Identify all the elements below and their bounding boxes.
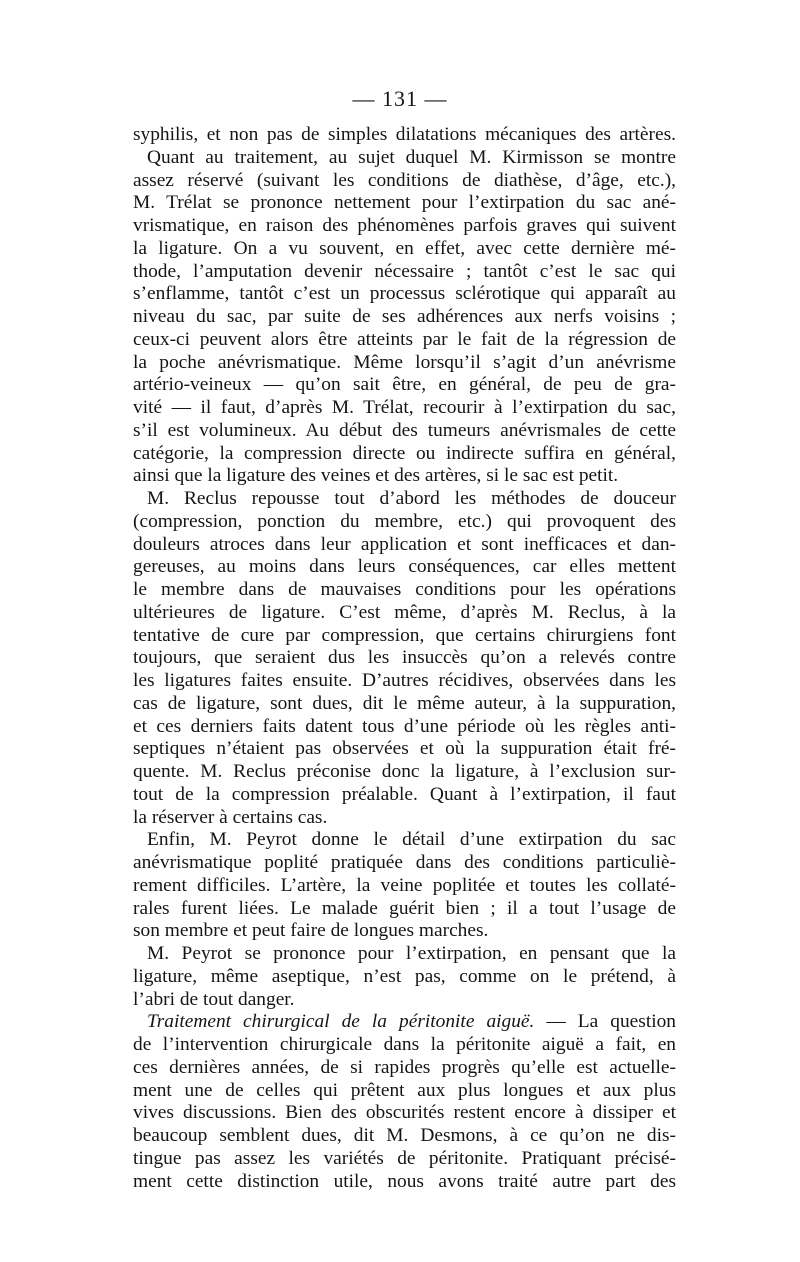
text-line: cas de ligature, sont dues, dit le même auteur, à la suppuration, [133, 692, 676, 714]
body-text [133, 124, 676, 1193]
text-line: ces dernières années, de si rapides progrès qu’elle est actuelle- [133, 1056, 676, 1078]
text-line: Enfin, M. Peyrot donne le détail d’une extirpation du sac [147, 829, 676, 851]
text-line: assez réservé (suivant les conditions de diathèse, d’âge, etc.), [133, 169, 676, 191]
text-line: vité — il faut, d’après M. Trélat, recourir à l’extirpation du sac, [133, 397, 676, 418]
text-line: ligature, même aseptique, n’est pas, comme on le prétend, à [133, 965, 676, 987]
text-line: artério-veineux — qu’on sait être, en général, de peu de gra- [133, 374, 676, 396]
text-line: douleurs atroces dans leur application et sont inefficaces et dan- [133, 533, 676, 555]
text-line: ment cette distinction utile, nous avons traité autre part des [133, 1170, 676, 1192]
text-line: s’enflamme, tantôt c’est un processus sclérotique qui apparaît au [133, 283, 676, 305]
text-line: M. Reclus repousse tout d’abord les méthodes de douceur [147, 488, 676, 509]
text-line: thode, l’amputation devenir nécessaire ; tantôt c’est le sac qui [133, 260, 676, 282]
text-line: rement difficiles. L’artère, la veine poplitée et toutes les collaté- [133, 874, 676, 896]
text-line: rales furent liées. Le malade guérit bien ; il a tout l’usage de [133, 897, 676, 919]
text-line: ment une de celles qui prêtent aux plus longues et aux plus [133, 1079, 676, 1101]
text-line: quente. M. Reclus préconise donc la ligature, à l’exclusion sur- [133, 761, 676, 782]
text-line: l’abri de tout danger. [133, 988, 295, 1010]
text-line: vrismatique, en raison des phénomènes parfois graves qui suivent [133, 215, 676, 236]
heading-continuation: — La question [534, 1011, 676, 1033]
text-line: le membre dans de mauvaises conditions pour les opérations [133, 579, 676, 600]
text-line: la ligature. On a vu souvent, en effet, avec cette dernière mé- [133, 237, 676, 259]
text-line: et ces derniers faits datent tous d’une période où les règles anti- [133, 715, 676, 737]
text-line: ultérieures de ligature. C’est même, d’après M. Reclus, à la [133, 601, 676, 623]
text-line: toujours, que seraient dus les insuccès qu’on a relevés contre [133, 647, 676, 669]
text-line: gereuses, au moins dans leurs conséquences, car elles mettent [133, 556, 676, 578]
text-line: tentative de cure par compression, que certains chirurgiens font [133, 624, 676, 646]
text-line: la poche anévrismatique. Même lorsqu’il s’agit d’un anévrisme [133, 351, 676, 373]
text-line: s’il est volumineux. Au début des tumeurs anévrismales de cette [133, 419, 676, 441]
text-line: tout de la compression préalable. Quant à l’extirpation, il faut [133, 783, 676, 805]
text-line: tingue pas assez les variétés de péritonite. Pratiquant précisé- [133, 1147, 676, 1169]
text-line: septiques n’étaient pas observées et où la suppuration était fré- [133, 738, 676, 760]
text-line: anévrismatique poplité pratiquée dans des conditions particuliè- [133, 852, 676, 873]
text-line: son membre et peut faire de longues marches. [133, 920, 489, 942]
text-line: la réserver à certains cas. [133, 806, 328, 828]
text-line: beaucoup semblent dues, dit M. Desmons, à ce qu’on ne dis- [133, 1125, 676, 1146]
text-line: les ligatures faites ensuite. D’autres récidives, observées dans les [133, 670, 676, 691]
page-number: — 131 — [352, 86, 448, 111]
text-line [133, 1011, 676, 1034]
text-line: (compression, ponction du membre, etc.) qui provoquent des [133, 510, 676, 532]
text-line: Quant au traitement, au sujet duquel M. Kirmisson se montre [147, 146, 676, 168]
text-line: ceux-ci peuvent alors être atteints par le fait de la régression de [133, 328, 676, 350]
text-line: M. Trélat se prononce nettement pour l’extirpation du sac ané- [133, 192, 676, 214]
text-line: ainsi que la ligature des veines et des artères, si le sac est petit. [133, 465, 619, 487]
section-heading: Traitement chirurgical de la péritonite aiguë. [147, 1011, 535, 1033]
text-line: catégorie, la compression directe ou indirecte suffira en général, [133, 442, 676, 464]
text-line: de l’intervention chirurgicale dans la péritonite aiguë a fait, en [133, 1034, 676, 1055]
text-line: M. Peyrot se prononce pour l’extirpation, en pensant que la [147, 943, 676, 964]
text-line: vives discussions. Bien des obscurités restent encore à dissiper et [133, 1102, 676, 1124]
text-line: syphilis, et non pas de simples dilatations mécaniques des artères. [133, 124, 676, 145]
text-line: niveau du sac, par suite de ses adhérences aux nerfs voisins ; [133, 306, 676, 327]
